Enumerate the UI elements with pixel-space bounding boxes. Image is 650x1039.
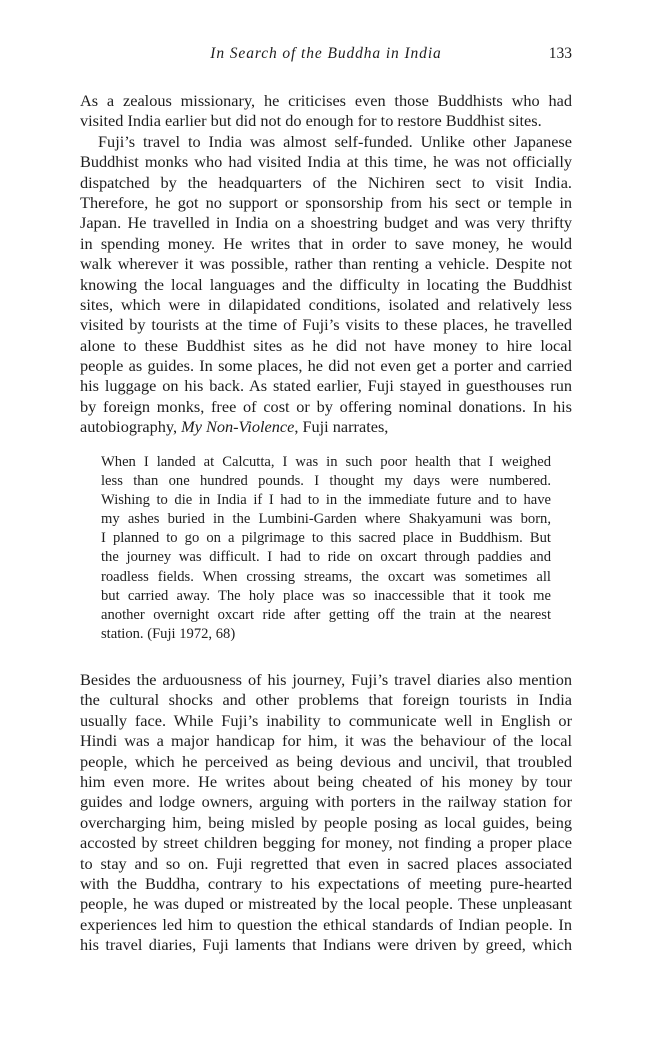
quote-line: I planned to go on a pilgrimage to this sacred place in Buddhism. But <box>101 530 551 547</box>
quote-line: station. (Fuji 1972, 68) <box>101 625 236 642</box>
body-text-upper <box>80 91 572 438</box>
text-run: autobiography, <box>80 417 182 437</box>
text-line: visited by tourists at the time of Fuji’s visits to these places, he travelled <box>80 315 572 335</box>
text-line: people as guides. In some places, he did not even get a porter and carried <box>80 356 572 376</box>
text-line: Japan. He travelled in India on a shoestring budget and was very thrifty <box>80 213 572 233</box>
text-line: dispatched by the headquarters of the Nichiren sect to visit India. <box>80 172 572 192</box>
text-line: his luggage on his back. As stated earlier, Fuji stayed in guesthouses run <box>80 376 572 396</box>
text-line: visited India earlier but did not do enough for to restore Buddhist sites. <box>80 111 542 131</box>
text-line: his travel diaries, Fuji laments that Indians were driven by greed, which <box>80 935 572 955</box>
text-line: people, he was duped or mistreated by the local people. These unpleasant <box>80 894 572 914</box>
text-line: experiences led him to question the ethical standards of Indian people. In <box>80 914 572 934</box>
quote-line: the journey was difficult. I had to ride on oxcart through paddies and <box>101 549 551 566</box>
text-line: alone to these Buddhist sites as he did not have money to hire local <box>80 335 572 355</box>
text-line: accosted by street children begging for money, not finding a proper place <box>80 833 572 853</box>
block-quote <box>101 453 551 644</box>
text-line: Besides the arduousness of his journey, Fuji’s travel diaries also mention <box>80 670 572 689</box>
text-run: , Fuji narrates, <box>294 417 389 437</box>
quote-line: roadless fields. When crossing streams, the oxcart was sometimes all <box>101 568 551 585</box>
text-line: people, which he perceived as being devious and uncivil, that troubled <box>80 751 572 771</box>
text-line: the cultural shocks and other problems that foreign tourists in India <box>80 690 572 710</box>
text-line <box>80 417 572 437</box>
text-line: in spending money. He writes that in order to save money, he would <box>80 233 572 253</box>
text-line: to stay and so on. Fuji regretted that even in sacred places associated <box>80 853 572 873</box>
quote-line: my ashes buried in the Lumbini-Garden where Shakyamuni was born, <box>101 511 551 528</box>
quote-line: When I landed at Calcutta, I was in such poor health that I weighed <box>101 454 551 470</box>
quote-line: another overnight oxcart ride after getting off the train at the nearest <box>101 606 551 623</box>
running-head <box>80 42 572 66</box>
book-title-italic: My Non-Violence <box>181 417 295 437</box>
quote-line: Wishing to die in India if I had to in the immediate future and to have <box>101 492 551 509</box>
text-line: by foreign monks, free of cost or by offering nominal donations. In his <box>80 396 572 416</box>
text-line: As a zealous missionary, he criticises even those Buddhists who had <box>80 91 572 110</box>
text-line: walk wherever it was possible, rather than renting a vehicle. Despite not <box>80 254 572 274</box>
text-line: Hindi was a major handicap for him, it was the behaviour of the local <box>80 731 572 751</box>
quote-line: but carried away. The holy place was so inaccessible that it took me <box>101 587 551 604</box>
text-line: him even more. He writes about being cheated of his money by tour <box>80 771 572 791</box>
text-line: overcharging him, being misled by people posing as local guides, being <box>80 812 572 832</box>
text-line: guides and lodge owners, arguing with porters in the railway station for <box>80 792 572 812</box>
page-number: 133 <box>548 45 572 62</box>
text-line: Buddhist monks who had visited India at this time, he was not officially <box>80 152 572 172</box>
quote-line: less than one hundred pounds. I thought my days were numbered. <box>101 473 551 490</box>
text-line: Fuji’s travel to India was almost self-funded. Unlike other Japanese <box>98 131 572 151</box>
text-line: sites, which were in dilapidated conditions, isolated and relatively less <box>80 294 572 314</box>
text-line: with the Buddha, contrary to his expectations of meeting pure-hearted <box>80 873 572 893</box>
running-title: In Search of the Buddha in India <box>210 45 442 62</box>
text-line: knowing the local languages and the difficulty in locating the Buddhist <box>80 274 572 294</box>
text-line: usually face. While Fuji’s inability to communicate well in English or <box>80 710 572 730</box>
text-line: Therefore, he got no support or sponsorship from his sect or temple in <box>80 192 572 212</box>
body-text-lower <box>80 670 572 955</box>
